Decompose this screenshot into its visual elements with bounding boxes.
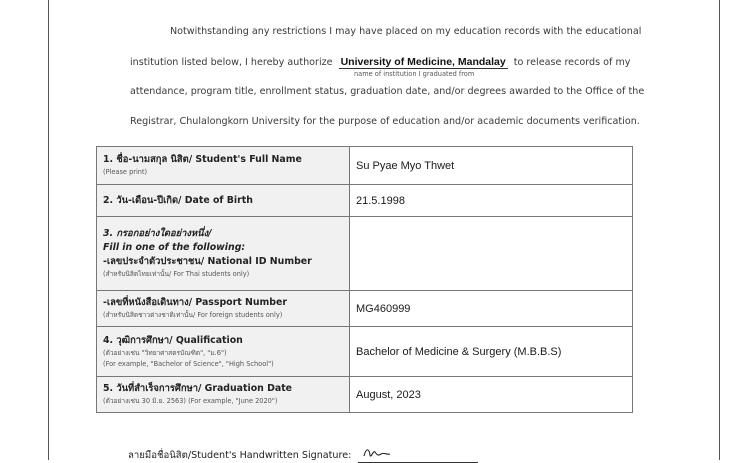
- national-id-field[interactable]: [350, 217, 633, 291]
- full-name-label-cell: [97, 147, 350, 185]
- institution-caption: name of institution I graduated from: [354, 70, 475, 78]
- signature-field[interactable]: [358, 452, 478, 463]
- institution-name-field[interactable]: University of Medicine, Mandalay: [340, 56, 506, 68]
- signature-label: ลายมือชื่อนิสิต/Student's Handwritten Signature:: [128, 450, 352, 461]
- row-passport: [97, 291, 633, 327]
- choose-one-label-en: Fill in one of the following:: [103, 242, 246, 253]
- full-name-note: (Please print): [103, 168, 148, 176]
- dob-label: 2. วัน-เดือน-ปีเกิด/ Date of Birth: [103, 194, 253, 206]
- auth-line-2-pre: institution listed below, I hereby authorize: [130, 57, 333, 68]
- graduation-label: 5. วันที่สำเร็จการศึกษา/ Graduation Date: [103, 383, 293, 394]
- full-name-field[interactable]: Su Pyae Myo Thwet: [350, 147, 633, 185]
- graduation-note: (ตัวอย่างเช่น 30 มิ.ย. 2563) (For example, "June 2020"): [103, 397, 278, 405]
- handwritten-signature-icon: [362, 446, 402, 460]
- row-full-name: [97, 147, 633, 185]
- qualification-label: 4. วุฒิการศึกษา/ Qualification: [103, 334, 243, 346]
- national-id-label: -เลขประจำตัวประชาชน/ National ID Number: [103, 256, 312, 267]
- qualification-note-th: (ตัวอย่างเช่น "วิทยาศาสตรบัณฑิต", "ม.6"): [103, 348, 227, 357]
- national-id-note: (สำหรับนิสิตไทยเท่านั้น/ For Thai students only): [103, 270, 250, 278]
- auth-line-1: Notwithstanding any restrictions I may have placed on my education records with the educational: [170, 26, 642, 37]
- auth-line-2: [130, 56, 645, 69]
- row-qualification: [97, 327, 633, 377]
- graduation-date-field[interactable]: August, 2023: [350, 377, 633, 413]
- qualification-label-cell: [97, 327, 350, 377]
- auth-line-4: Registrar, Chulalongkorn University for the purpose of education and/or academic documents verification.: [130, 116, 640, 127]
- dob-field[interactable]: 21.5.1998: [350, 185, 633, 217]
- passport-note: (สำหรับนิสิตชาวต่างชาติเท่านั้น/ For foreign students only): [103, 311, 283, 319]
- auth-line-2-post: to release records of my: [513, 57, 631, 68]
- row-national-id: [97, 217, 633, 291]
- full-name-label: 1. ชื่อ-นามสกุล นิสิต/ Student's Full Name: [103, 154, 302, 165]
- graduation-label-cell: [97, 377, 350, 413]
- choose-one-label-th: 3. กรอกอย่างใดอย่างหนึ่ง/: [103, 228, 212, 239]
- passport-field[interactable]: MG460999: [350, 291, 633, 327]
- auth-line-3: attendance, program title, enrollment status, graduation date, and/or degrees awarded to the Office of the: [130, 86, 645, 97]
- qualification-field[interactable]: Bachelor of Medicine & Surgery (M.B.B.S): [350, 327, 633, 377]
- signature-row: [128, 448, 478, 463]
- passport-label: -เลขที่หนังสือเดินทาง/ Passport Number: [103, 297, 287, 308]
- row-graduation: [97, 377, 633, 413]
- passport-label-cell: [97, 291, 350, 327]
- national-id-label-cell: [97, 217, 350, 291]
- row-dob: [97, 185, 633, 217]
- student-info-table: [96, 146, 633, 413]
- dob-label-cell: [97, 185, 350, 217]
- qualification-note-en: (For example, "Bachelor of Science", "High School"): [103, 359, 274, 368]
